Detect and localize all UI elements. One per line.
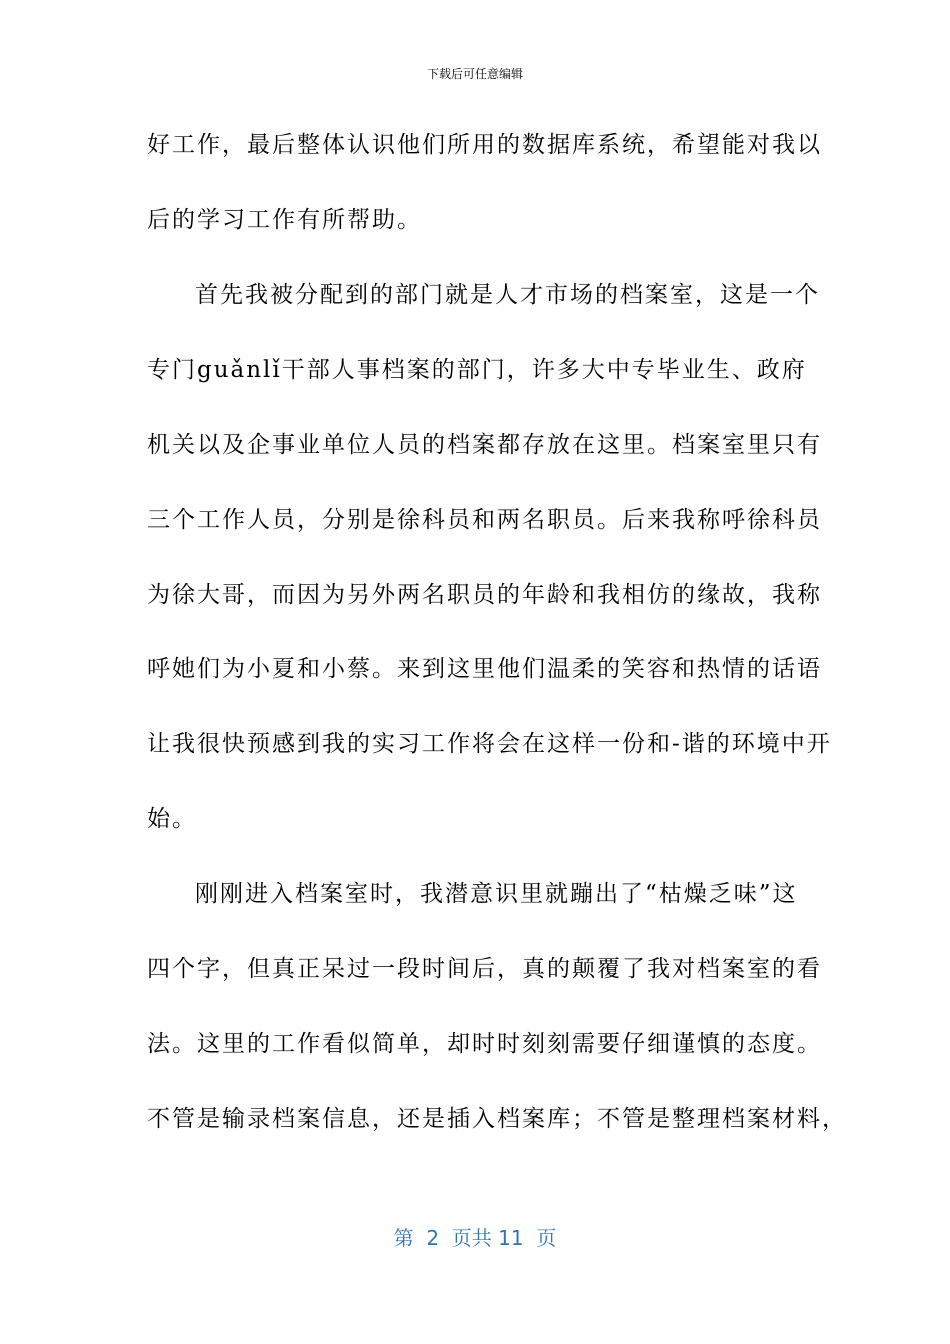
page-header: 下载后可任意编辑 [426, 67, 523, 81]
text-line: 机关以及企事业单位人员的档案都存放在这里。档案室里只有 [147, 432, 822, 458]
text-line: 后的学习工作有所帮助。 [147, 207, 422, 233]
text-line: 首先我被分配到的部门就是人才市场的档案室，这是一个 [195, 282, 820, 308]
text-line: 法。这里的工作看似简单，却时时刻刻需要仔细谨慎的态度。 [147, 1031, 822, 1057]
text-line: 始。 [147, 806, 197, 832]
text-line: 不管是输录档案信息，还是插入档案库；不管是整理档案材料， [147, 1106, 847, 1132]
text-line: 刚刚进入档案室时，我潜意识里就蹦出了“枯燥乏味”这 [195, 881, 798, 907]
text-line: 专门guǎnlǐ干部人事档案的部门，许多大中专毕业生、政府 [147, 357, 807, 383]
text-line: 呼她们为小夏和小蔡。来到这里他们温柔的笑容和热情的话语 [147, 656, 822, 682]
text-line: 三个工作人员，分别是徐科员和两名职员。后来我称呼徐科员 [147, 507, 822, 533]
text-line: 好工作，最后整体认识他们所用的数据库系统，希望能对我以 [147, 132, 822, 158]
page-footer: 第 2 页共 11 页 [393, 1226, 557, 1250]
text-line: 让我很快预感到我的实习工作将会在这样一份和-谐的环境中开 [147, 731, 832, 757]
text-line: 四个字，但真正呆过一段时间后，真的颠覆了我对档案室的看 [147, 956, 822, 982]
text-line: 为徐大哥，而因为另外两名职员的年龄和我相仿的缘故，我称 [147, 582, 822, 608]
